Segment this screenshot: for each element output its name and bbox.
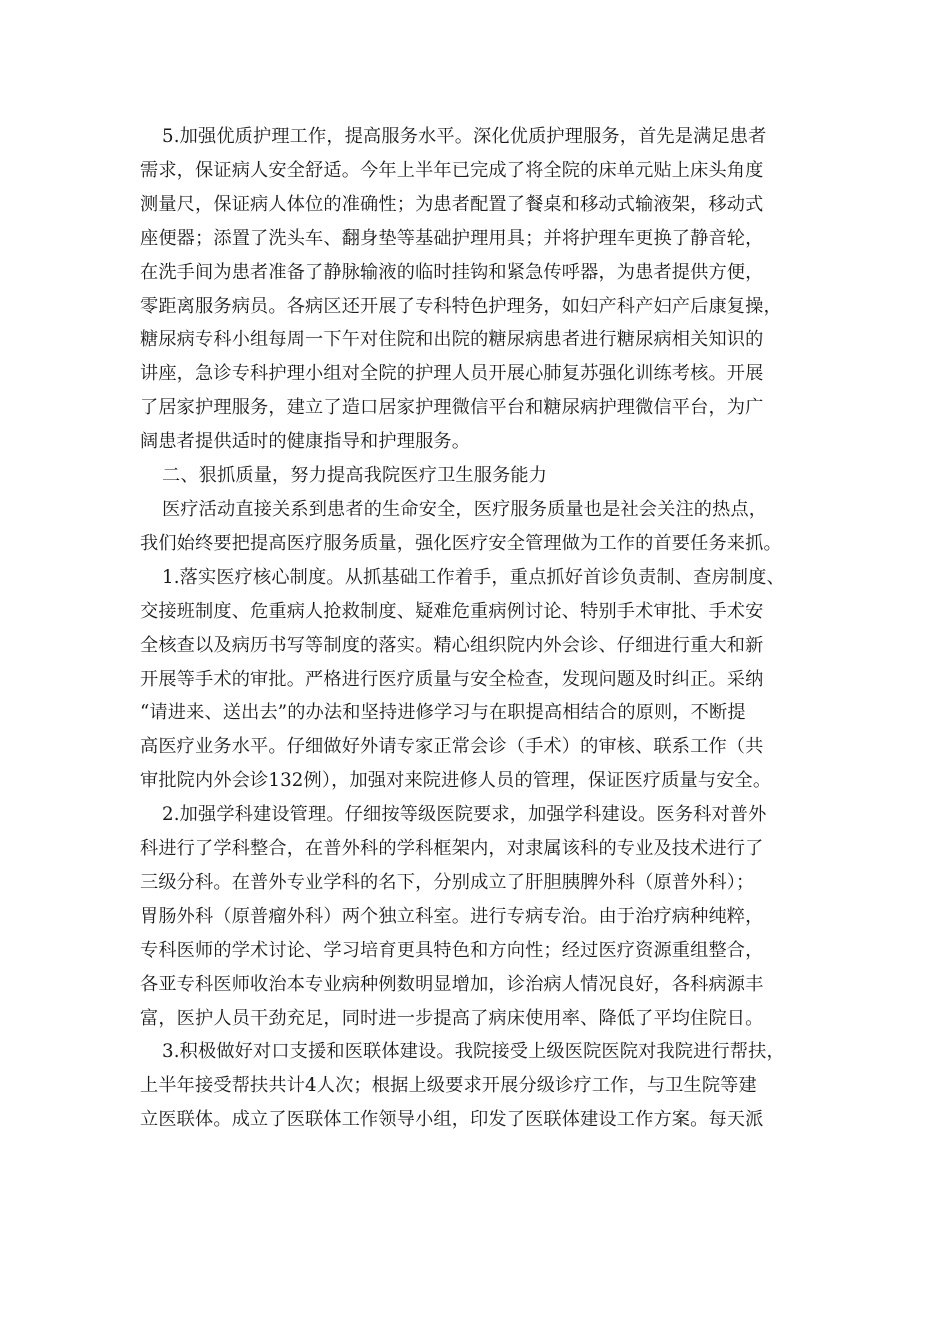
text-line: 医疗活动直接关系到患者的生命安全，医疗服务质量也是社会关注的热点， [162,498,768,520]
text-line: 2.加强学科建设管理。仔细按等级医院要求，加强学科建设。医务科对普外 [162,804,767,826]
text-line: “请进来、送出去”的办法和坚持进修学习与在职提高相结合的原则，不断提 [140,702,746,724]
text-line: 科进行了学科整合，在普外科的学科框架内，对隶属该科的专业及技术进行了 [140,838,764,860]
text-line: 需求，保证病人安全舒适。今年上半年已完成了将全院的床单元贴上床头角度 [140,159,764,181]
text-line: 1.落实医疗核心制度。从抓基础工作着手，重点抓好首诊负责制、查房制度、 [162,566,785,588]
text-line: 二、狠抓质量，努力提高我院医疗卫生服务能力 [162,465,548,487]
document-body [140,120,806,1137]
text-line: 5.加强优质护理工作，提高服务水平。深化优质护理服务，首先是满足患者 [162,126,767,147]
text-line: 交接班制度、危重病人抢救制度、疑难危重病例讨论、特别手术审批、手术安 [140,600,764,622]
text-line: 糖尿病专科小组每周一下午对住院和出院的糖尿病患者进行糖尿病相关知识的 [140,329,764,351]
text-line: 上半年接受帮扶共计4人次；根据上级要求开展分级诊疗工作，与卫生院等建 [140,1075,757,1097]
text-line: 全核查以及病历书写等制度的落实。精心组织院内外会诊、仔细进行重大和新 [140,634,764,656]
text-line: 审批院内外会诊132例），加强对来院进修人员的管理，保证医疗质量与安全。 [140,770,772,792]
text-line: 高医疗业务水平。仔细做好外请专家正常会诊（手术）的审核、联系工作（共 [140,736,764,758]
text-line: 了居家护理服务，建立了造口居家护理微信平台和糖尿病护理微信平台，为广 [140,397,764,419]
text-line: 阔患者提供适时的健康指导和护理服务。 [140,431,471,453]
text-line: 立医联体。成立了医联体工作领导小组，印发了医联体建设工作方案。每天派 [140,1109,764,1131]
text-line: 富，医护人员干劲充足，同时进一步提高了病床使用率、降低了平均住院日。 [140,1007,764,1029]
text-line: 零距离服务病员。各病区还开展了专科特色护理务，如妇产科产妇产后康复操， [140,295,782,317]
text-line: 我们始终要把提高医疗服务质量，强化医疗安全管理做为工作的首要任务来抓。 [140,532,782,554]
text-line: 座便器；添置了洗头车、翻身垫等基础护理用具；并将护理车更换了静音轮， [140,227,764,249]
text-line: 专科医师的学术讨论、学习培育更具特色和方向性；经过医疗资源重组整合， [140,939,764,961]
text-line: 开展等手术的审批。严格进行医疗质量与安全检查，发现问题及时纠正。采纳 [140,668,764,690]
text-line: 测量尺，保证病人体位的准确性；为患者配置了餐桌和移动式输液架，移动式 [140,193,764,215]
text-line: 胃肠外科（原普瘤外科）两个独立科室。进行专病专治。由于治疗病种纯粹， [140,905,764,927]
text-line: 各亚专科医师收治本专业病种例数明显增加，诊治病人情况良好，各科病源丰 [140,973,764,995]
text-line: 三级分科。在普外专业学科的名下，分别成立了肝胆胰脾外科（原普外科）； [140,871,755,893]
text-line: 3.积极做好对口支援和医联体建设。我院接受上级医院医院对我院进行帮扶， [162,1041,785,1063]
text-line: 讲座，急诊专科护理小组对全院的护理人员开展心肺复苏强化训练考核。开展 [140,363,764,385]
text-line: 在洗手间为患者准备了静脉输液的临时挂钩和紧急传呼器，为患者提供方便， [140,261,764,283]
